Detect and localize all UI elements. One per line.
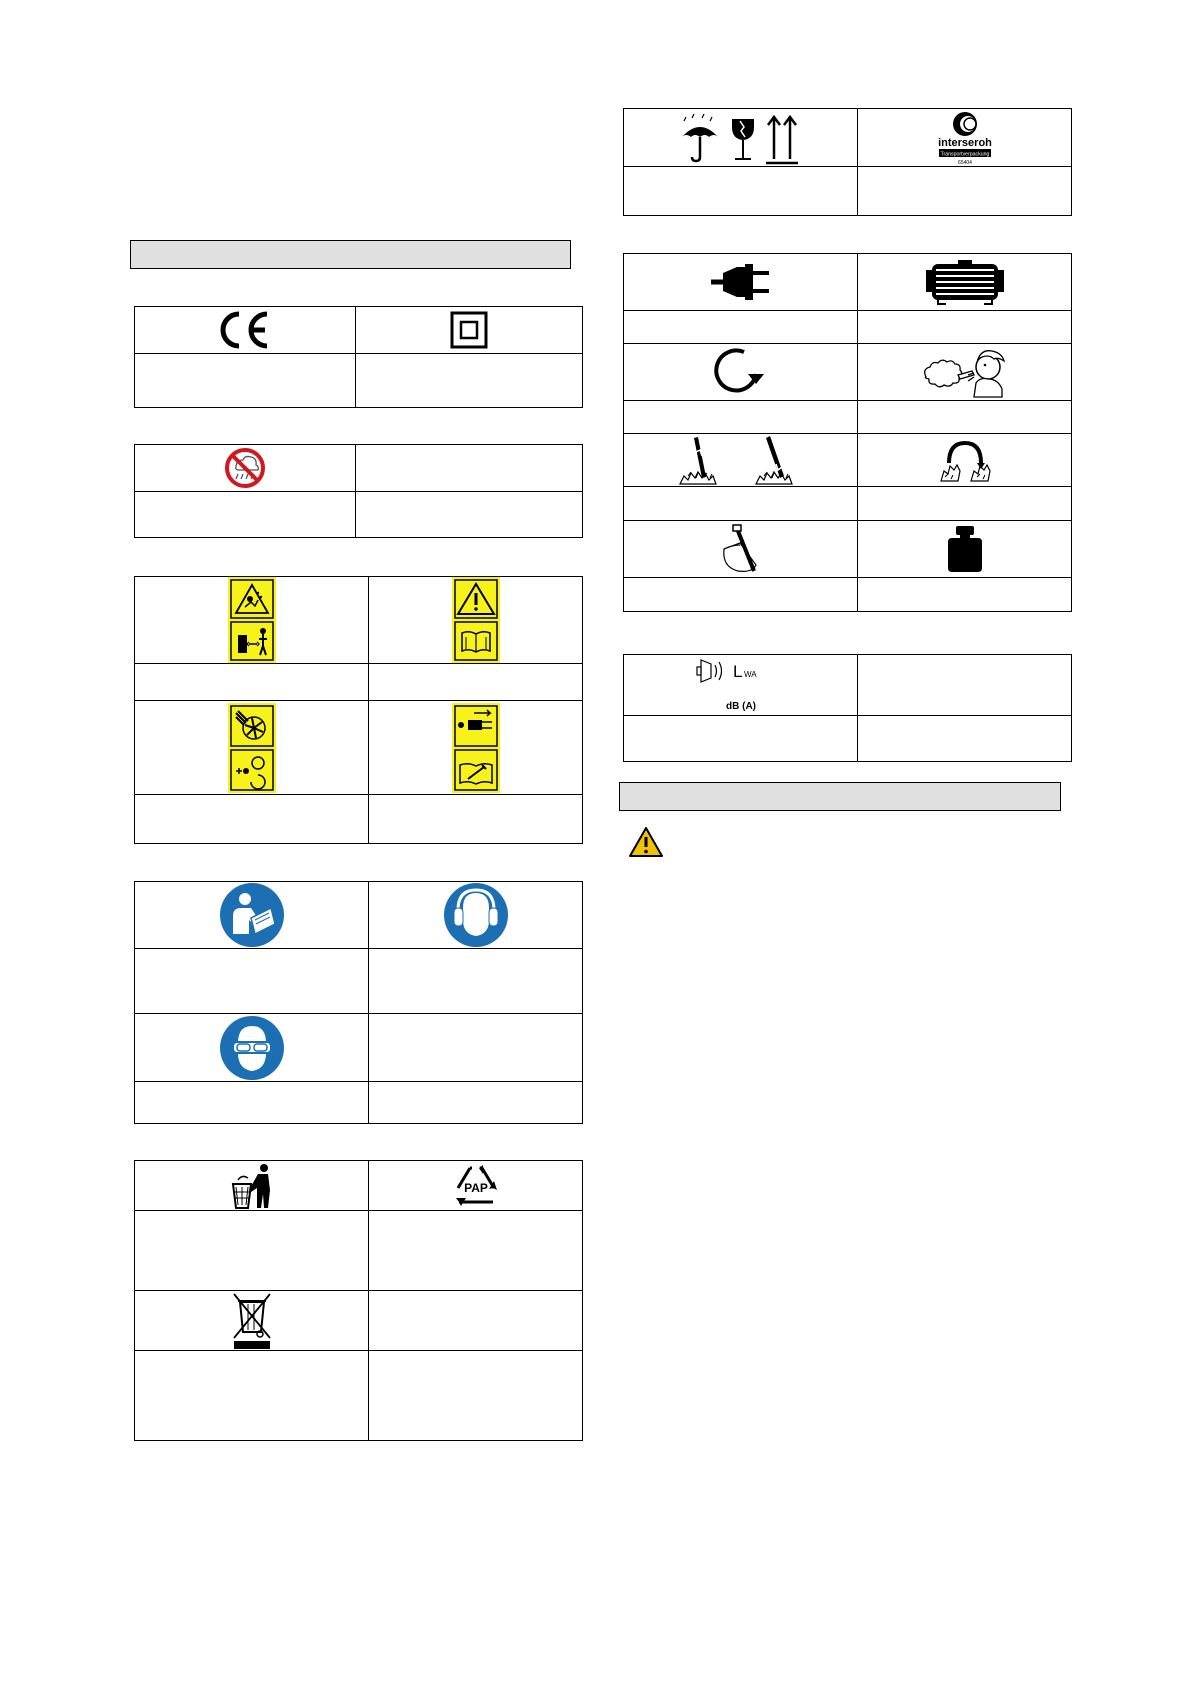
desc-cell bbox=[135, 664, 369, 701]
cell-rotation bbox=[624, 344, 858, 401]
cell-empty bbox=[356, 445, 583, 492]
symbol-table-ppe bbox=[134, 881, 583, 1124]
cell-protection-class bbox=[356, 307, 583, 354]
cell-weight bbox=[858, 521, 1072, 578]
desc-cell bbox=[135, 795, 369, 844]
cell-ce bbox=[135, 307, 356, 354]
desc-cell bbox=[135, 949, 369, 1014]
cell-packaging-symbols bbox=[624, 109, 858, 167]
lwa-symbol: L bbox=[732, 662, 742, 681]
cell-recycle-pap bbox=[369, 1161, 583, 1211]
blowing-icon bbox=[920, 345, 1010, 399]
desc-cell bbox=[356, 492, 583, 538]
desc-cell bbox=[135, 1351, 369, 1441]
desc-cell bbox=[858, 401, 1072, 434]
cell-crossed-bin bbox=[135, 1291, 369, 1351]
cell-suction-blow bbox=[624, 434, 858, 487]
rotation-icon bbox=[714, 346, 768, 398]
no-rain-icon bbox=[224, 447, 266, 489]
cell-empty bbox=[369, 1291, 583, 1351]
desc-cell bbox=[369, 1082, 583, 1124]
cell-litter-bin bbox=[135, 1161, 369, 1211]
shredding-icon bbox=[939, 437, 991, 483]
cell-unplug-warning bbox=[369, 701, 583, 795]
litter-bin-icon bbox=[230, 1162, 274, 1210]
symbol-table-device bbox=[623, 253, 1072, 612]
cell-blowing bbox=[858, 344, 1072, 401]
desc-cell bbox=[624, 487, 858, 521]
unplug-maintenance-warning-icon bbox=[452, 703, 500, 793]
cell-interseroh-logo bbox=[858, 109, 1072, 167]
section-header-right bbox=[619, 782, 1061, 811]
cell-ear-protection bbox=[369, 882, 583, 949]
desc-cell bbox=[369, 664, 583, 701]
double-square-icon bbox=[450, 311, 488, 349]
desc-cell bbox=[356, 354, 583, 408]
read-manual-warning-icon bbox=[452, 577, 500, 663]
desc-cell bbox=[624, 716, 858, 762]
symbol-table-packaging bbox=[623, 108, 1072, 216]
desc-cell bbox=[858, 487, 1072, 521]
symbol-table-warning-labels bbox=[134, 576, 583, 844]
crossed-wheelie-bin-icon bbox=[230, 1292, 274, 1350]
desc-cell bbox=[624, 311, 858, 344]
cell-shredding bbox=[858, 434, 1072, 487]
motor-icon bbox=[924, 258, 1006, 306]
recycle-pap-icon bbox=[449, 1162, 503, 1210]
desc-cell bbox=[858, 311, 1072, 344]
symbol-table-sound bbox=[623, 654, 1072, 762]
cell-empty bbox=[369, 1014, 583, 1082]
desc-cell bbox=[369, 949, 583, 1014]
desc-cell bbox=[858, 716, 1072, 762]
desc-cell bbox=[624, 578, 858, 612]
cell-no-rain bbox=[135, 445, 356, 492]
desc-cell bbox=[858, 167, 1072, 216]
rotating-impeller-warning-icon bbox=[228, 703, 276, 793]
keep-dry-fragile-this-way-up-icon bbox=[678, 111, 804, 165]
cell-sound-power bbox=[624, 655, 858, 716]
interseroh-number: 65404 bbox=[957, 159, 972, 166]
desc-cell bbox=[135, 354, 356, 408]
pap-label: PAP bbox=[463, 1180, 488, 1195]
symbol-table-disposal bbox=[134, 1160, 583, 1441]
ear-protection-icon bbox=[443, 882, 509, 948]
interseroh-label: interseroh bbox=[937, 136, 992, 149]
desc-cell bbox=[135, 1082, 369, 1124]
interseroh-logo-icon bbox=[934, 110, 996, 166]
ce-mark-icon bbox=[217, 310, 273, 350]
section-header-left bbox=[130, 240, 571, 269]
collection-bag-icon bbox=[716, 523, 766, 575]
cell-motor bbox=[858, 254, 1072, 311]
transport-label: Transportverpackung bbox=[940, 151, 989, 157]
weight-icon bbox=[942, 524, 988, 574]
cell-plug bbox=[624, 254, 858, 311]
desc-cell bbox=[135, 1211, 369, 1291]
desc-cell bbox=[135, 492, 356, 538]
cell-read-manual-warning bbox=[369, 577, 583, 664]
cell-eye-protection bbox=[135, 1014, 369, 1082]
cell-thrown-objects bbox=[135, 577, 369, 664]
symbol-table-environment bbox=[134, 444, 583, 538]
thrown-objects-warning-icon bbox=[228, 577, 276, 663]
lwa-subscript: WA bbox=[743, 670, 757, 679]
cell-empty bbox=[858, 655, 1072, 716]
cell-collection-bag bbox=[624, 521, 858, 578]
eye-protection-icon bbox=[219, 1015, 285, 1081]
sound-power-icon bbox=[681, 656, 801, 714]
desc-cell bbox=[369, 1211, 583, 1291]
suction-blow-icon bbox=[676, 434, 806, 486]
desc-cell bbox=[624, 167, 858, 216]
danger-triangle-icon bbox=[628, 826, 664, 858]
symbol-table-conformity bbox=[134, 306, 583, 408]
cell-impeller-warning bbox=[135, 701, 369, 795]
desc-cell bbox=[369, 1351, 583, 1441]
desc-cell bbox=[624, 401, 858, 434]
desc-cell bbox=[858, 578, 1072, 612]
read-manual-icon bbox=[219, 882, 285, 948]
cell-read-manual bbox=[135, 882, 369, 949]
desc-cell bbox=[369, 795, 583, 844]
db-unit: dB (A) bbox=[725, 701, 756, 712]
plug-icon bbox=[709, 259, 773, 305]
